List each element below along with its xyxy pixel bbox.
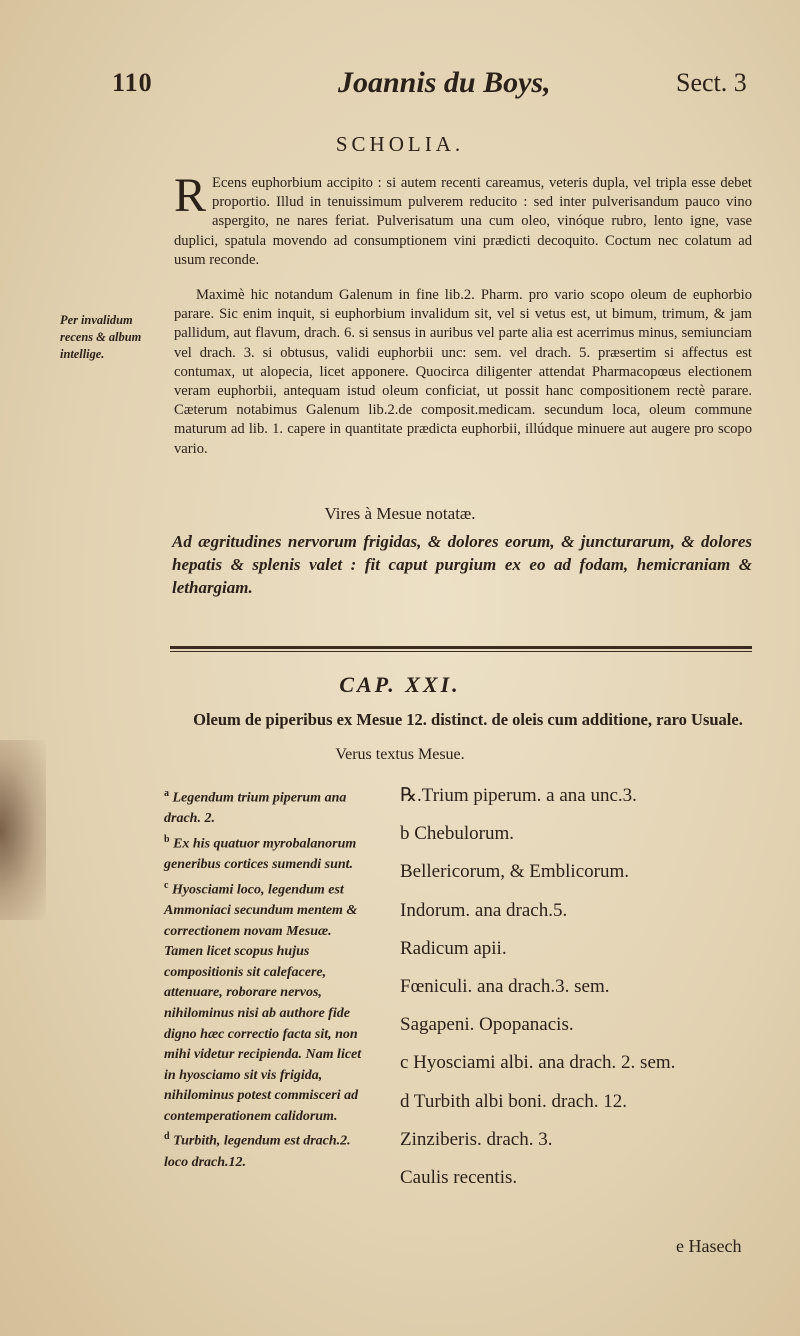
note-a bbox=[164, 784, 372, 830]
recipe-line: d Turbith albi boni. drach. 12. bbox=[400, 1090, 627, 1112]
note-b bbox=[164, 830, 372, 876]
recipe-line: ℞.Trium piperum. a ana unc.3. bbox=[400, 785, 637, 806]
recipe-line: Indorum. ana drach.5. bbox=[400, 899, 568, 921]
text-heading: Verus textus Mesue. bbox=[335, 746, 465, 763]
section-label: Sect. 3 bbox=[676, 68, 747, 97]
note-text: Hyosciami loco, legendum est Ammoniaci secundum mentem & correctionem novam Mesuæ. Tamen licet scopus hujus compositionis sit calefacere, attenuare, roborare nervos, nihilominus nisi ab authore fide digno hæc correctio facta sit, non mihi videtur recipienda. Nam licet in hyosciamo sit vis frigida, nihilominus potest commisceri ad contemperationem calidorum. bbox=[164, 882, 362, 1124]
note-marker: c bbox=[164, 879, 169, 891]
vires-heading: Vires à Mesue notatæ. bbox=[324, 504, 476, 523]
page-header bbox=[0, 68, 800, 108]
scholia-paragraph-2: Maximè hic notandum Galenum in fine lib.2. Pharm. pro vario scopo oleum de euphorbio parare. Sic enim inquit, si euphorbium invalidum sit, vel si vetus est, ut bimum, trimum, & jam pallidum, aut flavum, drach. 6. si sensus in auribus vel parte alia est acerrimus minus, semiunciam vel drach. 3. si obtusus, validi euphorbii unc: sem. vel drach. 5. præsertim si affectus est contumax, ut alopecia, licet apponere. Quocirca diligenter attendat Pharmacopœus electionem veram euphorbii, antequam istud oleum conficiat, ut possit hanc compositionem rectè parare. Cæterum notabimus Galenum lib.2.de composit.medicam. secundum loca, oleum commune maturum ad lib. 1. capere in quantitate prædicta euphorbii, illúdque minuere aut augere pro scopo vario. bbox=[174, 287, 752, 457]
recipe-line: Zinziberis. drach. 3. bbox=[400, 1128, 553, 1150]
recipe-line: Radicum apii. bbox=[400, 937, 507, 959]
page-number: 110 bbox=[112, 68, 153, 97]
paragraph-1-text: Ecens euphorbium accipito : si autem recenti careamus, veteris dupla, vel tripla esse debet proportio. Illud in tenuissimum pulverem reducito : sed inter pulverisandum pauco vino aspergito, ne nares feriat. Pulverisatum una cum oleo, vinóque rubro, lento igne, vase duplici, spatula movendo ad consumptionem vini prædicti decoquito. Coctum nec colatum ad usum reconde. bbox=[174, 175, 752, 268]
recipe-line: Fœniculi. ana drach.3. sem. bbox=[400, 975, 610, 997]
note-marker: d bbox=[164, 1131, 170, 1143]
chapter-subtitle: Oleum de piperibus ex Mesue 12. distinct. de oleis cum additione, raro Usuale. bbox=[193, 710, 743, 729]
running-title: Joannis du Boys, bbox=[338, 66, 551, 99]
divider-thick bbox=[170, 646, 752, 649]
drop-cap: R bbox=[174, 169, 207, 222]
recipe-line: b Chebulorum. bbox=[400, 823, 514, 845]
note-text: Turbith, legendum est drach.2. loco drach.12. bbox=[164, 1134, 351, 1170]
note-text: Ex his quatuor myrobalanorum generibus cortices sumendi sunt. bbox=[164, 836, 357, 873]
margin-note: Per invalidum recens & album intellige. bbox=[60, 313, 142, 361]
scholia-heading: SCHOLIA. bbox=[335, 132, 465, 156]
recipe-column bbox=[400, 784, 760, 1204]
recipe-line: c Hyosciami albi. ana drach. 2. sem. bbox=[400, 1052, 676, 1074]
note-text: Legendum trium piperum ana drach. 2. bbox=[164, 790, 347, 827]
recipe-line: Bellericorum, & Emblicorum. bbox=[400, 861, 630, 883]
page-edge-shadow bbox=[0, 740, 46, 920]
chapter-title: CAP. XXI. bbox=[339, 672, 461, 697]
catchword: e Hasech bbox=[676, 1236, 742, 1256]
note-marker: b bbox=[164, 833, 170, 845]
recipe-line: Sagapeni. Opopanacis. bbox=[400, 1014, 574, 1036]
note-c bbox=[164, 876, 372, 1128]
scholia-paragraph-1 bbox=[174, 169, 752, 270]
virtues-text: Ad ægritudines nervorum frigidas, & dolores eorum, & juncturarum, & dolores hepatis & splenis valet : fit caput purgium ex eo ad fodam, hemicraniam & lethargiam. bbox=[172, 532, 752, 597]
footnotes-column bbox=[164, 784, 372, 1173]
note-marker: a bbox=[164, 788, 169, 799]
recipe-line: Caulis recentis. bbox=[400, 1166, 518, 1188]
divider-thin bbox=[170, 651, 752, 652]
note-d bbox=[164, 1127, 372, 1173]
